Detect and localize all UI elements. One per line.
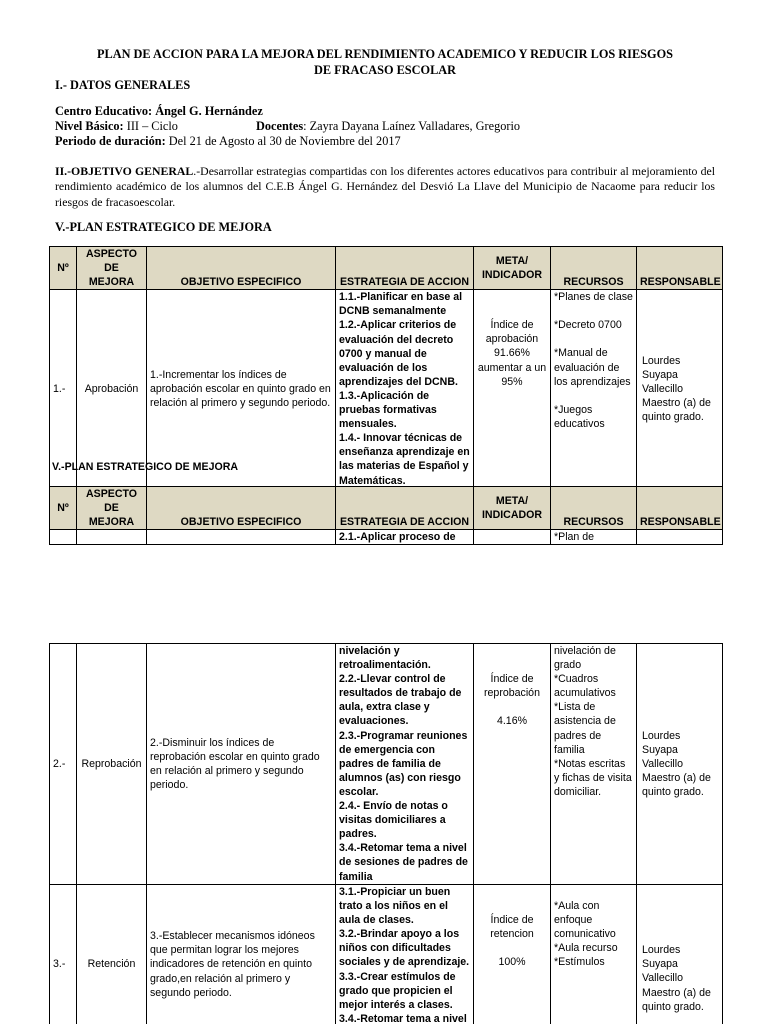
centro-label: Centro Educativo: — [55, 104, 156, 118]
section-plan-estrategico: V.-PLAN ESTRATEGICO DE MEJORA — [55, 220, 272, 234]
objetivo-text: .-Desarrollar estrategias compartidas con los diferentes actores educativos para contribuir al mejoramiento del rendimiento académico de los alumnos del C.E.B Ángel G. Hernández del Desvió La Llave del Municipio de Nacaome para reducir los riesgos de fracasoescolar. — [55, 164, 716, 209]
document-title — [60, 46, 710, 78]
row-aspecto: Retención — [77, 885, 147, 1024]
recurso-item: *Decreto 0700 — [554, 319, 622, 332]
estrategia-item: 2.3.-Programar reuniones de emergencia con padres de familia de alumnos (as) con riesgo escolar. — [339, 729, 468, 798]
table-row — [50, 530, 723, 545]
estrategia-item: nivelación y retroalimentación. — [339, 645, 431, 672]
estrategia-item: 2.4.- Envío de notas o visitas domiciliares a padres. — [339, 800, 448, 841]
row-recursos — [551, 885, 637, 1024]
periodo-label: Periodo de duración: — [55, 134, 166, 148]
recurso-item: *Juegos educativos — [554, 403, 605, 430]
estrategia-item: 1.1.-Planificar en base al DCNB semanalmente — [339, 291, 463, 318]
meta-label: Índice de retencion — [490, 914, 534, 941]
plan-table-3 — [49, 643, 723, 1024]
objetivo-label: II.-OBJETIVO GENERAL — [55, 164, 194, 178]
row-responsable: Lourdes Suyapa Vallecillo Maestro (a) de quinto grado. — [637, 644, 723, 885]
header-responsable: RESPONSABLE — [637, 247, 723, 290]
empty-cell — [147, 530, 336, 545]
document-title-line-2: DE FRACASO ESCOLAR — [313, 63, 457, 77]
header-aspecto-line-1: ASPECTO DE — [85, 488, 138, 515]
row-estrategia — [336, 885, 474, 1024]
header-aspecto-line-2: MEJORA — [88, 516, 135, 529]
centro-value: Ángel G. Hernández — [155, 104, 263, 118]
estrategia-item: 1.4.- Innovar técnicas de enseñanza aprendizaje en las materias de Español y Matemáticas. — [339, 432, 470, 487]
meta-value: 100% — [498, 956, 526, 969]
row-estrategia-start: 2.1.-Aplicar proceso de — [336, 530, 474, 545]
row-estrategia — [336, 290, 474, 488]
recurso-item: *Aula con enfoque comunicativo — [554, 900, 616, 941]
header-estrategia: ESTRATEGIA DE ACCION — [336, 247, 474, 290]
estrategia-item: 3.4.-Retomar tema a nivel de sesiones de padres de familia — [339, 842, 468, 883]
estrategia-item: 1.3.-Aplicación de pruebas formativas mensuales. — [339, 389, 437, 431]
docentes-value: : Zayra Dayana Laínez Valladares, Gregorio — [303, 119, 521, 133]
meta-value: 4.16% — [496, 715, 528, 728]
periodo-value: Del 21 de Agosto al 30 de Noviembre del 2017 — [165, 134, 401, 148]
estrategia-item: 3.2.-Brindar apoyo a los niños con dificultades sociales y de aprendizaje. — [339, 928, 470, 969]
row-meta — [474, 644, 551, 885]
table-row — [50, 290, 723, 488]
empty-cell — [637, 530, 723, 545]
section-datos-generales: I.- DATOS GENERALES — [55, 78, 191, 92]
section-plan-estrategico-repeat: V.-PLAN ESTRATEGICO DE MEJORA — [52, 461, 238, 473]
row-objetivo: 1.-Incrementar los índices de aprobación escolar en quinto grado en relación al primero y segundo periodo. — [147, 290, 336, 488]
header-meta-line-1: META/ — [495, 255, 529, 268]
header-recursos: RECURSOS — [551, 247, 637, 290]
estrategia-item: 3.1.-Propiciar un buen trato a los niños en el aula de clases. — [339, 886, 451, 927]
empty-cell — [77, 530, 147, 545]
empty-cell — [474, 530, 551, 545]
header-meta-line-2: INDICADOR — [481, 269, 543, 282]
recurso-item: *Estímulos — [554, 956, 605, 969]
recurso-item: *Cuadros acumulativos — [554, 673, 616, 700]
row-number: 1.- — [50, 290, 77, 488]
row-aspecto: Reprobación — [77, 644, 147, 885]
row-responsable: Lourdes Suyapa Vallecillo Maestro (a) de quinto grado. — [637, 290, 723, 488]
header-aspecto-line-2: MEJORA — [88, 276, 135, 289]
row-recursos — [551, 290, 637, 488]
estrategia-item: 3.3.-Crear estímulos de grado que propicien el mejor interés a clases. — [339, 970, 456, 1011]
table-header-row — [50, 487, 723, 530]
meta-label: Índice de reprobación — [484, 673, 540, 700]
header-meta-line-1: META/ — [495, 495, 529, 508]
header-aspecto-line-1: ASPECTO DE — [85, 248, 138, 275]
nivel-value: III – Ciclo — [123, 119, 178, 133]
row-number: 2.- — [50, 644, 77, 885]
header-responsable: RESPONSABLE — [637, 487, 723, 530]
header-aspecto — [77, 487, 147, 530]
centro-educativo-line — [55, 104, 263, 119]
row-objetivo: 3.-Establecer mecanismos idóneos que permitan lograr los mejores indicadores de retención en quinto grado,en relación al primero y segundo periodo. — [147, 885, 336, 1024]
header-n: Nº — [50, 247, 77, 290]
objetivo-general — [55, 164, 715, 210]
docentes-line — [256, 119, 520, 134]
row-recursos-start: *Plan de — [551, 530, 637, 545]
row-meta — [474, 885, 551, 1024]
table-row — [50, 644, 723, 885]
header-meta — [474, 487, 551, 530]
row-aspecto: Aprobación — [77, 290, 147, 488]
row-meta: Índice de aprobación 91.66% aumentar a un 95% — [474, 290, 551, 488]
docentes-label: Docentes — [256, 119, 304, 133]
row-recursos — [551, 644, 637, 885]
header-aspecto — [77, 247, 147, 290]
row-responsable: Lourdes Suyapa Vallecillo Maestro (a) de quinto grado. — [637, 885, 723, 1024]
recurso-item: *Aula recurso — [554, 942, 618, 955]
header-meta — [474, 247, 551, 290]
estrategia-item: 1.2.-Aplicar criterios de evaluación del decreto 0700 y manual de evaluación de los aprendizajes del DCNB. — [339, 319, 458, 388]
row-objetivo: 2.-Disminuir los índices de reprobación escolar en quinto grado en relación al primero y segundo periodo. — [147, 644, 336, 885]
recurso-item: *Lista de asistencia de padres de familia — [554, 701, 616, 756]
periodo-line — [55, 134, 401, 149]
header-recursos: RECURSOS — [551, 487, 637, 530]
header-objetivo: OBJETIVO ESPECIFICO — [147, 487, 336, 530]
recurso-item: *Planes de clase — [554, 291, 633, 304]
header-objetivo: OBJETIVO ESPECIFICO — [147, 247, 336, 290]
nivel-basico-line — [55, 119, 178, 134]
recurso-item: *Manual de evaluación de los aprendizajes — [554, 347, 631, 388]
recurso-item: *Notas escritas y fichas de visita domiciliar. — [554, 757, 632, 798]
recurso-item: nivelación de grado — [554, 645, 616, 672]
header-estrategia: ESTRATEGIA DE ACCION — [336, 487, 474, 530]
table-header-row — [50, 247, 723, 290]
empty-cell — [50, 530, 77, 545]
estrategia-item: 2.2.-Llevar control de resultados de trabajo de aula, extra clase y evaluaciones. — [339, 673, 462, 728]
row-number: 3.- — [50, 885, 77, 1024]
nivel-label: Nivel Básico: — [55, 119, 124, 133]
header-n: Nº — [50, 487, 77, 530]
document-title-line-1: PLAN DE ACCION PARA LA MEJORA DEL RENDIMIENTO ACADEMICO Y REDUCIR LOS RIESGOS — [97, 47, 673, 61]
table-row — [50, 885, 723, 1024]
estrategia-item: 3.4.-Retomar tema a nivel — [339, 1012, 467, 1024]
row-estrategia — [336, 644, 474, 885]
header-meta-line-2: INDICADOR — [481, 509, 543, 522]
plan-table-2 — [49, 486, 723, 545]
plan-table-1 — [49, 246, 723, 489]
